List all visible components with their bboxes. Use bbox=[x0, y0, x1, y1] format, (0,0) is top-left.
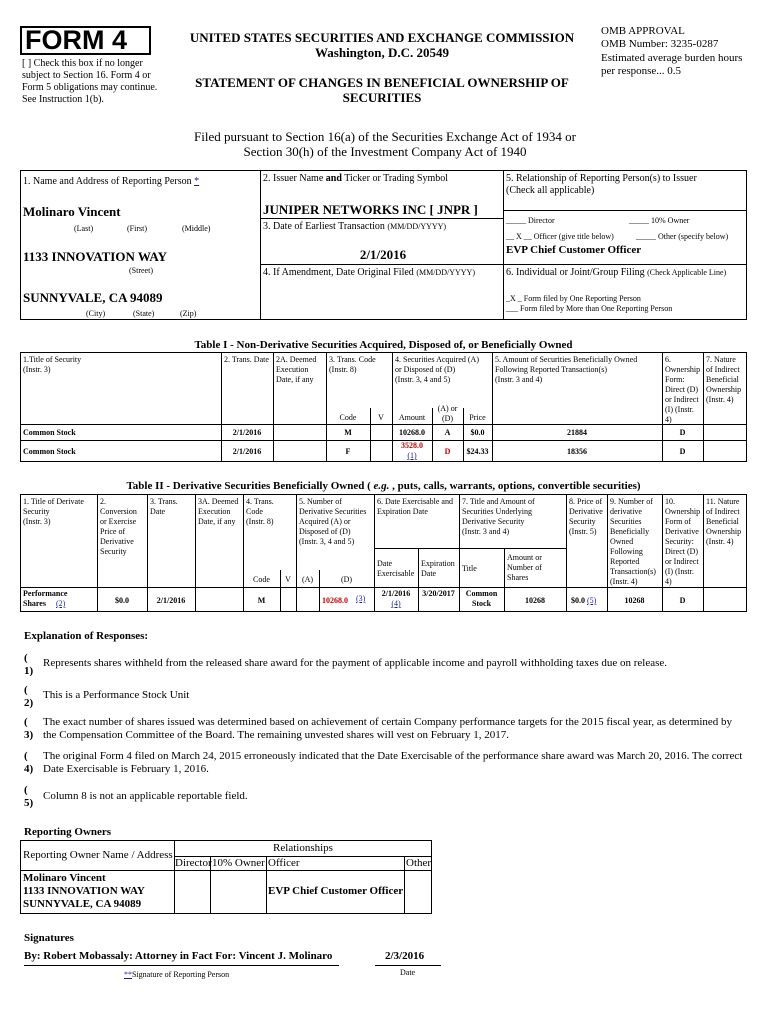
omb-number: OMB Number: 3235-0287 bbox=[601, 38, 719, 50]
box1-label: 1. Name and Address of Reporting Person * bbox=[23, 176, 200, 187]
t1-r1-title: Common Stock bbox=[23, 428, 76, 437]
label-last: (Last) bbox=[74, 224, 94, 233]
t2-h-number: 5. Number of Derivative Securities Acquired (A) or Disposed of (D) (Instr. 3, 4 and 5) bbox=[299, 497, 367, 546]
form-title-box bbox=[20, 26, 151, 55]
t1-h-owned: 5. Amount of Securities Beneficially Owned Following Reported Transaction(s) (Instr. 3 and 4) bbox=[495, 355, 638, 384]
t2-sub-amount: Amount or Number of Shares bbox=[507, 553, 542, 582]
t1-sub-aord: (A) or (D) bbox=[437, 404, 458, 423]
t1-h-acquired: 4. Securities Acquired (A) or Disposed of (D) (Instr. 3, 4 and 5) bbox=[395, 355, 479, 384]
t2-r1-title-footnote-link[interactable]: (2) bbox=[56, 599, 66, 608]
t2-r1-date: 2/1/2016 bbox=[156, 596, 186, 605]
t2-sub-code: Code bbox=[253, 575, 270, 584]
t2-r1-disposed: 10268.0 bbox=[322, 596, 348, 605]
signature-label: **Signature of Reporting Person bbox=[124, 970, 230, 979]
signature-line bbox=[24, 965, 339, 966]
t1-r2-footnote-link[interactable]: (1) bbox=[407, 451, 417, 460]
filing-more-persons: ___ Form filed by More than One Reporting Person bbox=[506, 304, 673, 313]
t1-h-ownership-form: 6. Ownership Form: Direct (D) or Indirect (I) (Instr. 4) bbox=[665, 355, 701, 424]
t2-sub-expiration: Expiration Date bbox=[421, 559, 455, 578]
relationship-ten-percent: _____ 10% Owner bbox=[629, 216, 690, 225]
commission-city: Washington, D.C. 20549 bbox=[315, 45, 449, 60]
reporting-person-name: Molinaro Vincent bbox=[23, 204, 121, 219]
t2-h-nature: 11. Nature of Indirect Beneficial Ownership (Instr. 4) bbox=[706, 497, 742, 546]
signature-footnote-link[interactable]: ** bbox=[124, 970, 132, 979]
t2-r1-underlying-title: Common Stock bbox=[465, 589, 498, 608]
reporting-person-street: 1133 INNOVATION WAY bbox=[23, 249, 168, 264]
t1-h-nature: 7. Nature of Indirect Beneficial Ownership (Instr. 4) bbox=[706, 355, 742, 404]
omb-burden: Estimated average burden hours per response... 0.5 bbox=[601, 52, 743, 77]
t1-r1-date: 2/1/2016 bbox=[232, 428, 262, 437]
t2-sub-v: V bbox=[285, 575, 291, 584]
label-city: (City) bbox=[86, 309, 106, 318]
filed-pursuant: Filed pursuant to Section 16(a) of the Securities Exchange Act of 1934 or Section 30(h) of the Investment Company Act of 1940 bbox=[194, 129, 576, 159]
t2-h-price: 8. Price of Derivative Security (Instr. 5) bbox=[569, 497, 603, 536]
signatures-heading: Signatures bbox=[24, 932, 74, 944]
t2-r1-exercisable-footnote-link[interactable]: (4) bbox=[391, 599, 401, 608]
t2-h-underlying: 7. Title and Amount of Securities Underlying Derivative Security (Instr. 3 and 4) bbox=[462, 497, 535, 536]
t2-h-date: 3. Trans. Date bbox=[150, 497, 178, 516]
t1-r1-form: D bbox=[679, 428, 686, 437]
box2-label: 2. Issuer Name and Ticker or Trading Symbol bbox=[263, 173, 449, 184]
t1-r2-title: Common Stock bbox=[23, 447, 76, 456]
omb-approval: OMB APPROVAL bbox=[601, 25, 685, 37]
relationship-director: _____ Director bbox=[506, 216, 555, 225]
explanation-4-text: The original Form 4 filed on March 24, 2015 erroneously indicated that the Date Exercisable of the performance share award was March 20, 2016. The correct Date Exercisable is February 1, 2016. bbox=[43, 750, 743, 775]
commission-title: UNITED STATES SECURITIES AND EXCHANGE COMMISSION bbox=[189, 30, 575, 45]
t2-h-exercisable: 6. Date Exercisable and Expiration Date bbox=[377, 497, 453, 516]
filing-one-person: _X _ Form filed by One Reporting Person bbox=[506, 294, 641, 303]
explanation-1-number: ( 1) bbox=[24, 652, 34, 677]
t2-h-ownership-form: 10. Ownership Form of Derivative Security: Direct (D) or Indirect (I) (Instr. 4) bbox=[665, 497, 701, 586]
owners-relationships: Relationships bbox=[273, 842, 333, 854]
t1-h-code: 3. Trans. Code (Instr. 8) bbox=[329, 355, 376, 374]
explanation-5-text: Column 8 is not an applicable reportable field. bbox=[43, 790, 248, 802]
explanation-3-number: ( 3) bbox=[24, 716, 34, 741]
t1-r2-aord: D bbox=[444, 447, 451, 456]
explanation-1-text: Represents shares withheld from the released share award for the payment of applicable income and payroll withholding taxes due on release. bbox=[43, 657, 668, 669]
box1-footnote-link[interactable]: * bbox=[194, 176, 200, 187]
label-state: (State) bbox=[133, 309, 155, 318]
officer-title: EVP Chief Customer Officer bbox=[506, 244, 642, 256]
t1-r2-owned: 18356 bbox=[567, 447, 587, 456]
t1-r2-amount: 3528.0 bbox=[401, 441, 423, 450]
t1-r2-code: F bbox=[345, 447, 351, 456]
t2-r1-underlying-amount: 10268 bbox=[525, 596, 545, 605]
t2-r1-form: D bbox=[679, 596, 686, 605]
t2-r1-price: $0.0 (5) bbox=[571, 596, 597, 605]
t2-h-title: 1. Title of Derivate Security (Instr. 3) bbox=[23, 497, 84, 526]
owners-col-director: Director bbox=[175, 857, 212, 869]
label-street: (Street) bbox=[129, 266, 153, 275]
explanation-5-number: ( 5) bbox=[24, 784, 34, 809]
owners-col-ten-percent: 10% Owner bbox=[212, 857, 265, 869]
label-zip: (Zip) bbox=[180, 309, 197, 318]
signature-signed-by: By: Robert Mobassaly: Attorney in Fact For: Vincent J. Molinaro bbox=[24, 950, 333, 962]
owners-col-other: Other bbox=[406, 857, 432, 869]
t1-r1-amount: 10268.0 bbox=[399, 428, 425, 437]
t2-sub-exercisable: Date Exercisable bbox=[377, 559, 415, 578]
issuer-name: JUNIPER NETWORKS INC [ JNPR ] bbox=[263, 202, 478, 217]
form-title: FORM 4 bbox=[25, 25, 128, 55]
t2-r1-disposed-footnote-link[interactable]: (3) bbox=[356, 594, 366, 603]
t1-r2-form: D bbox=[679, 447, 686, 456]
relationship-officer: __ X __ Officer (give title below) bbox=[506, 232, 614, 241]
explanation-2-text: This is a Performance Stock Unit bbox=[43, 689, 190, 701]
box3-label: 3. Date of Earliest Transaction (MM/DD/YYYY) bbox=[263, 221, 447, 232]
t2-h-owned: 9. Number of derivative Securities Beneficially Owned Following Reported Transaction(s) (Instr. 4) bbox=[610, 497, 656, 586]
box4-label: 4. If Amendment, Date Original Filed (MM/DD/YYYY) bbox=[263, 267, 475, 278]
t2-r1-owned: 10268 bbox=[624, 596, 645, 605]
box5-label: 5. Relationship of Reporting Person(s) to Issuer (Check all applicable) bbox=[506, 173, 697, 196]
t2-h-deemed: 3A. Deemed Execution Date, if any bbox=[198, 497, 239, 526]
t1-r1-aord: A bbox=[444, 428, 451, 437]
t2-r1-code: M bbox=[257, 596, 266, 605]
t1-r1-code: M bbox=[344, 428, 352, 437]
signature-date: 2/3/2016 bbox=[385, 950, 425, 962]
t1-r2-price: $24.33 bbox=[466, 447, 489, 456]
explanations-heading: Explanation of Responses: bbox=[24, 630, 149, 642]
t2-sub-a: (A) bbox=[301, 575, 314, 584]
table2-title: Table II - Derivative Securities Beneficially Owned ( e.g. , puts, calls, warrants, options, convertible securities) bbox=[126, 480, 641, 492]
t2-r1-conversion: $0.0 bbox=[115, 596, 129, 605]
reporting-owners-heading: Reporting Owners bbox=[24, 826, 112, 838]
box6-label: 6. Individual or Joint/Group Filing (Check Applicable Line) bbox=[506, 267, 727, 278]
reporting-person-city: SUNNYVALE, CA 94089 bbox=[23, 290, 163, 305]
owner-officer-title: EVP Chief Customer Officer bbox=[268, 885, 404, 897]
check-box-text[interactable]: [ ] Check this box if no longer subject to Section 16. Form 4 or Form 5 obligations may continue. See Instruction 1(b). bbox=[22, 58, 158, 105]
table1-title: Table I - Non-Derivative Securities Acquired, Disposed of, or Beneficially Owned bbox=[194, 339, 573, 351]
t1-h-deemed: 2A. Deemed Execution Date, if any bbox=[276, 355, 317, 384]
t1-sub-v: V bbox=[378, 413, 384, 422]
statement-title: STATEMENT OF CHANGES IN BENEFICIAL OWNERSHIP OF SECURITIES bbox=[195, 75, 569, 105]
t2-sub-title: Title bbox=[462, 564, 477, 573]
t1-r1-owned: 21884 bbox=[567, 428, 587, 437]
date-label: Date bbox=[400, 968, 416, 977]
t2-r1-exercisable: 2/1/2016 bbox=[381, 589, 411, 598]
explanation-3-text: The exact number of shares issued was determined based on achievement of certain Company performance targets for the 2015 fiscal year, as determined by the Compensation Committee of the Board. The remaining unvested shares will vest on February 1, 2017. bbox=[43, 716, 733, 741]
t2-r1-expiration: 3/20/2017 bbox=[422, 589, 455, 598]
earliest-transaction-date: 2/1/2016 bbox=[359, 247, 407, 262]
t1-h-date: 2. Trans. Date bbox=[224, 355, 269, 364]
t2-r1-title: Performance Shares bbox=[23, 589, 68, 608]
t2-r1-price-footnote-link[interactable]: (5) bbox=[587, 596, 597, 605]
t1-sub-amount: Amount bbox=[398, 413, 426, 422]
label-middle: (Middle) bbox=[182, 224, 211, 233]
t2-sub-d: (D) bbox=[340, 575, 353, 584]
signature-date-line bbox=[375, 965, 441, 966]
t1-sub-price: Price bbox=[469, 413, 486, 422]
explanation-4-number: ( 4) bbox=[24, 750, 34, 775]
owners-col-officer: Officer bbox=[268, 857, 300, 869]
t1-sub-code: Code bbox=[339, 413, 357, 422]
label-first: (First) bbox=[127, 224, 147, 233]
t1-r2-date: 2/1/2016 bbox=[232, 447, 262, 456]
table1 bbox=[20, 352, 747, 462]
t2-h-code: 4. Trans. Code (Instr. 8) bbox=[246, 497, 274, 526]
explanation-2-number: ( 2) bbox=[24, 684, 34, 709]
t2-h-conversion: 2. Conversion or Exercise Price of Derivative Security bbox=[100, 497, 137, 556]
t1-h-title: 1.Title of Security (Instr. 3) bbox=[23, 355, 82, 374]
owners-col-name: Reporting Owner Name / Address bbox=[23, 849, 173, 861]
t1-r1-price: $0.0 bbox=[470, 428, 485, 437]
relationship-other: _____ Other (specify below) bbox=[636, 232, 729, 241]
owner-name-address: Molinaro Vincent 1133 INNOVATION WAY SUNNYVALE, CA 94089 bbox=[23, 872, 145, 910]
